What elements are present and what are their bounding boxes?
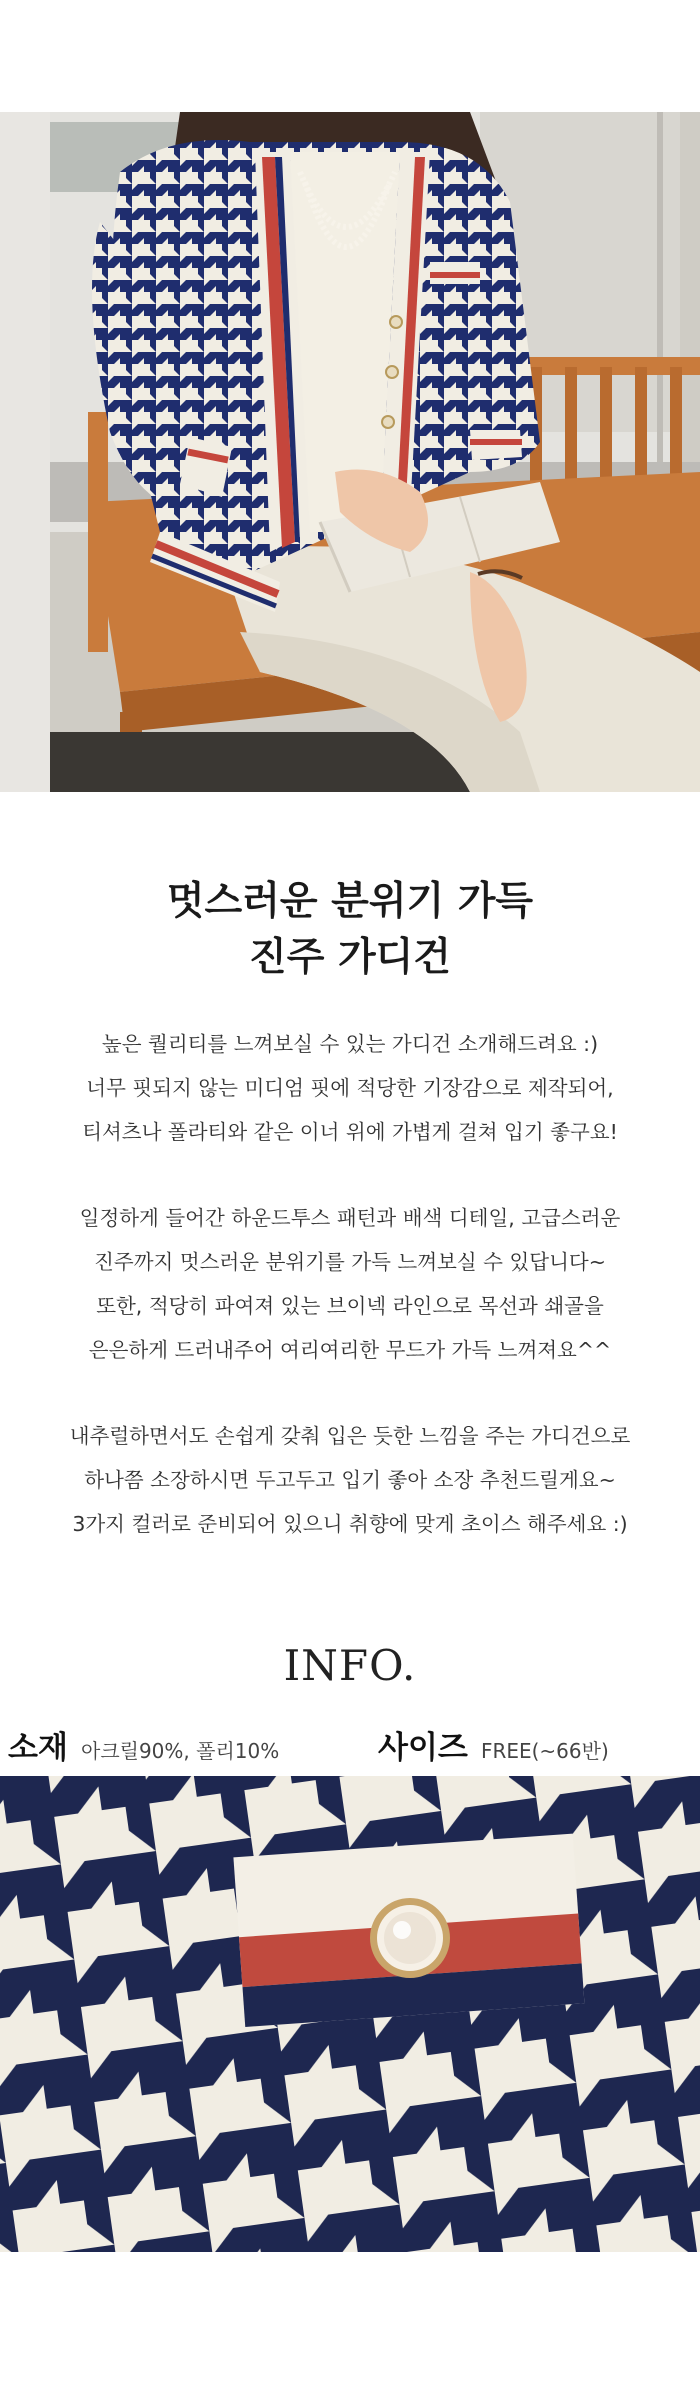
spec-material	[8, 1722, 279, 1767]
description-line: 은은하게 드러내주어 여리여리한 무드가 가득 느껴져요^^	[88, 1338, 612, 1362]
description-line: 티셔츠나 폴라티와 같은 이너 위에 가볍게 걸쳐 입기 좋구요!	[82, 1120, 618, 1144]
description-paragraph-3	[0, 1414, 700, 1546]
description-paragraph-1	[0, 1022, 700, 1154]
size-value: FREE(~66반)	[480, 1739, 609, 1763]
description-line: 내추럴하면서도 손쉽게 갖춰 입은 듯한 느낌을 주는 가디건으로	[69, 1424, 631, 1448]
info-title: INFO.	[283, 1641, 417, 1690]
fabric-detail-photo	[0, 1776, 700, 2252]
description-line: 높은 퀄리티를 느껴보실 수 있는 가디건 소개해드려요 :)	[101, 1032, 599, 1056]
material-value: 아크릴90%, 폴리10%	[81, 1739, 280, 1763]
description-line: 너무 핏되지 않는 미디엄 핏에 적당한 기장감으로 제작되어,	[86, 1076, 614, 1100]
product-description	[0, 1022, 700, 1588]
headline-line-2: 진주 가디건	[249, 935, 451, 980]
spec-size	[378, 1722, 609, 1767]
description-line: 하나쯤 소장하시면 두고두고 입기 좋아 소장 추천드릴게요~	[84, 1468, 616, 1492]
description-paragraph-2	[0, 1196, 700, 1372]
description-line: 3가지 컬러로 준비되어 있으니 취향에 맞게 초이스 해주세요 :)	[72, 1512, 628, 1536]
headline-line-1: 멋스러운 분위기 가득	[166, 879, 534, 924]
product-headline	[0, 874, 700, 986]
size-label: 사이즈	[378, 1730, 468, 1766]
description-line: 또한, 적당히 파여져 있는 브이넥 라인으로 목선과 쇄골을	[96, 1294, 604, 1318]
material-label: 소재	[8, 1730, 68, 1766]
hero-photo	[0, 112, 700, 792]
description-line: 일정하게 들어간 하운드투스 패턴과 배색 디테일, 고급스러운	[79, 1206, 621, 1230]
description-line: 진주까지 멋스러운 분위기를 가득 느껴보실 수 있답니다~	[94, 1250, 606, 1274]
